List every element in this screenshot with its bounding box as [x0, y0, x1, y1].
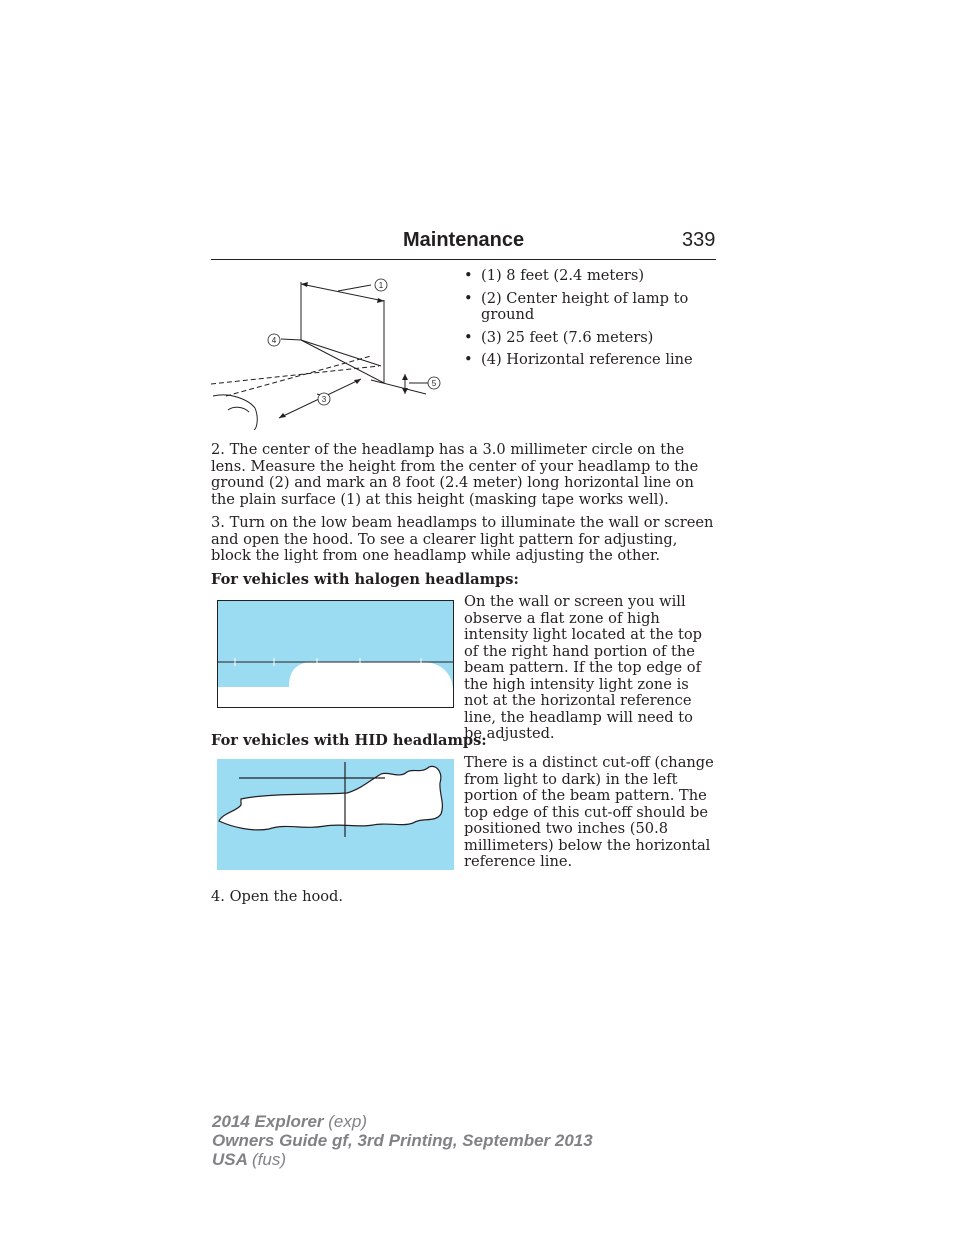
- hid-description: There is a distinct cut-off (change from light to dark) in the left portion of the beam pattern. The top edge of this cut-off should be positioned two inches (50.8 millimeters) below the horizontal reference line.: [464, 754, 714, 870]
- callout-4: 4: [271, 336, 277, 345]
- footer-line-market: [212, 1150, 593, 1169]
- page-number: 339: [682, 229, 716, 251]
- list-item: • (2) Center height of lamp to ground: [464, 291, 714, 324]
- footer-model-code: (exp): [328, 1112, 367, 1131]
- footer-model: 2014 Explorer: [212, 1112, 324, 1131]
- list-item: • (3) 25 feet (7.6 meters): [464, 330, 714, 347]
- footer-market-code: (fus): [252, 1150, 286, 1169]
- halogen-beam-pattern-illustration: [217, 600, 455, 710]
- callout-5: 5: [431, 379, 437, 388]
- hid-heading: For vehicles with HID headlamps:: [211, 732, 487, 749]
- callout-3: 3: [321, 395, 327, 404]
- step-3-paragraph: 3. Turn on the low beam headlamps to illuminate the wall or screen and open the hood. To see a clearer light pattern for adjusting, block the light from one headlamp while adjusting the other.: [211, 514, 714, 564]
- callout-1: 1: [378, 281, 384, 290]
- header-divider: [211, 259, 716, 260]
- footer-line-model: [212, 1112, 593, 1131]
- legend-list: [464, 268, 714, 375]
- document-footer: [212, 1112, 593, 1169]
- hid-beam-pattern-illustration: [217, 759, 455, 871]
- list-item: • (1) 8 feet (2.4 meters): [464, 268, 714, 285]
- step-4-paragraph: 4. Open the hood.: [211, 888, 344, 905]
- footer-guide: Owners Guide gf, 3rd Printing, September 2013: [212, 1131, 593, 1150]
- list-item: • (4) Horizontal reference line: [464, 352, 714, 369]
- halogen-heading: For vehicles with halogen headlamps:: [211, 571, 519, 588]
- step-2-paragraph: 2. The center of the headlamp has a 3.0 millimeter circle on the lens. Measure the height from the center of your headlamp to the ground (2) and mark an 8 foot (2.4 meter) long horizontal line on the plain surface (1) at this height (masking tape works well).: [211, 441, 699, 508]
- footer-market: USA: [212, 1150, 248, 1169]
- headlamp-aiming-diagram: [211, 270, 451, 430]
- halogen-description: On the wall or screen you will observe a flat zone of high intensity light located at the top of the right hand portion of the beam pattern. If the top edge of the high intensity light zone is not at the horizontal reference line, the headlamp will need to be adjusted.: [464, 593, 702, 742]
- section-title: Maintenance: [403, 229, 525, 251]
